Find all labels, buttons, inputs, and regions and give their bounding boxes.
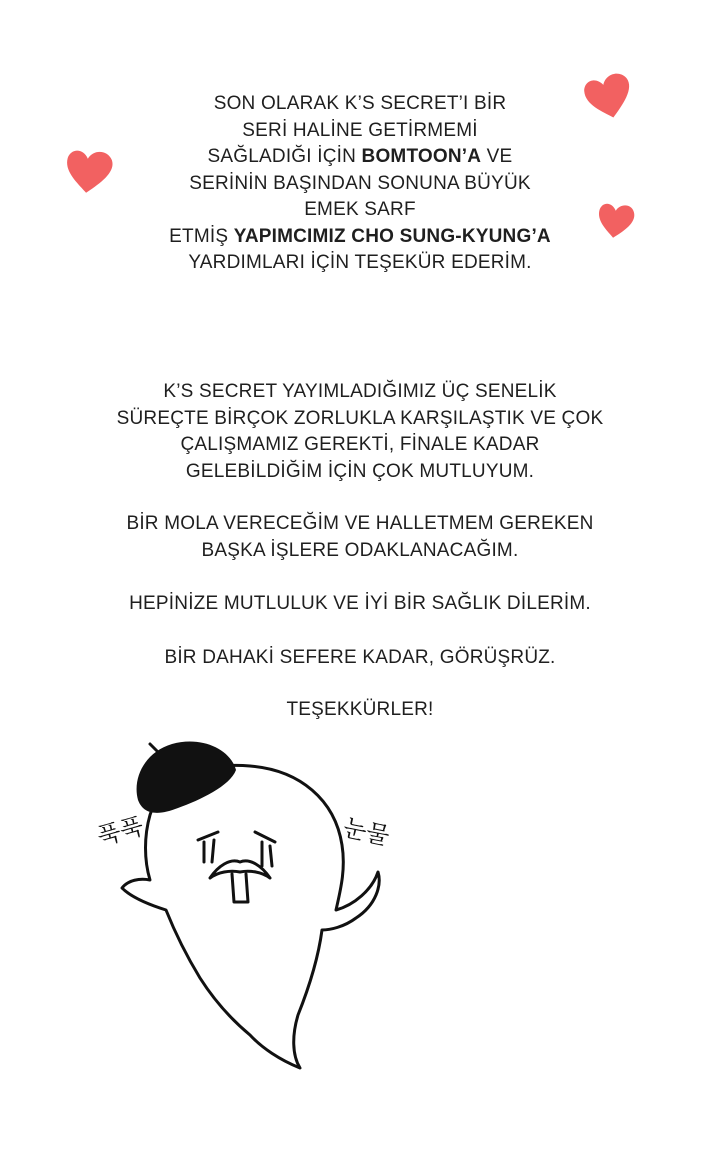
farewell-line: BİR DAHAKİ SEFERE KADAR, GÖRÜŞRÜZ. <box>164 647 556 668</box>
intro-line: SON OLARAK K’S SECRET’I BİR <box>213 93 507 114</box>
intro-line: EMEK SARF <box>304 199 416 220</box>
intro-text: VE <box>481 146 513 167</box>
left-sfx: 푹푹 <box>94 811 147 851</box>
left-eye <box>198 832 218 862</box>
message-line: GELEBİLDİĞİM İÇİN ÇOK MUTLUYUM. <box>185 460 535 482</box>
message-line: K’S SECRET YAYIMLADIĞIMIZ ÜÇ SENELİK <box>163 381 557 402</box>
beret-stem <box>150 744 158 752</box>
thanks-line: TEŞEKKÜRLER! <box>286 699 434 720</box>
intro-line: SERİNİN BAŞINDAN SONUNA BÜYÜK <box>189 172 531 194</box>
mouth <box>232 874 248 902</box>
message-line: BİR MOLA VERECEĞİM VE HALLETMEM GEREKEN <box>126 513 594 534</box>
beret-icon <box>137 742 236 813</box>
message-line: BAŞKA İŞLERE ODAKLANACAĞIM. <box>201 539 519 561</box>
right-sfx: 눈물 <box>340 813 392 851</box>
wishes-line: HEPİNİZE MUTLULUK VE İYİ BİR SAĞLIK DİLERİM. <box>129 593 591 614</box>
right-eye <box>255 832 275 866</box>
bomtoon-name: BOMTOON’A <box>361 146 482 167</box>
intro-line: YARDIMLARI İÇİN TEŞEKÜR EDERİM. <box>188 252 532 273</box>
message-line: ÇALIŞMAMIZ GEREKTİ, FİNALE KADAR <box>180 434 540 455</box>
producer-name: YAPIMCIMIZ CHO SUNG-KYUNG’A <box>233 225 551 247</box>
message-line: SÜREÇTE BİRÇOK ZORLUKLA KARŞILAŞTIK VE ÇOK <box>116 407 604 429</box>
intro-line: SERİ HALİNE GETİRMEMİ <box>242 119 478 141</box>
intro-text: ETMİŞ <box>169 225 234 247</box>
intro-text: SAĞLADIĞI İÇİN <box>207 146 362 167</box>
